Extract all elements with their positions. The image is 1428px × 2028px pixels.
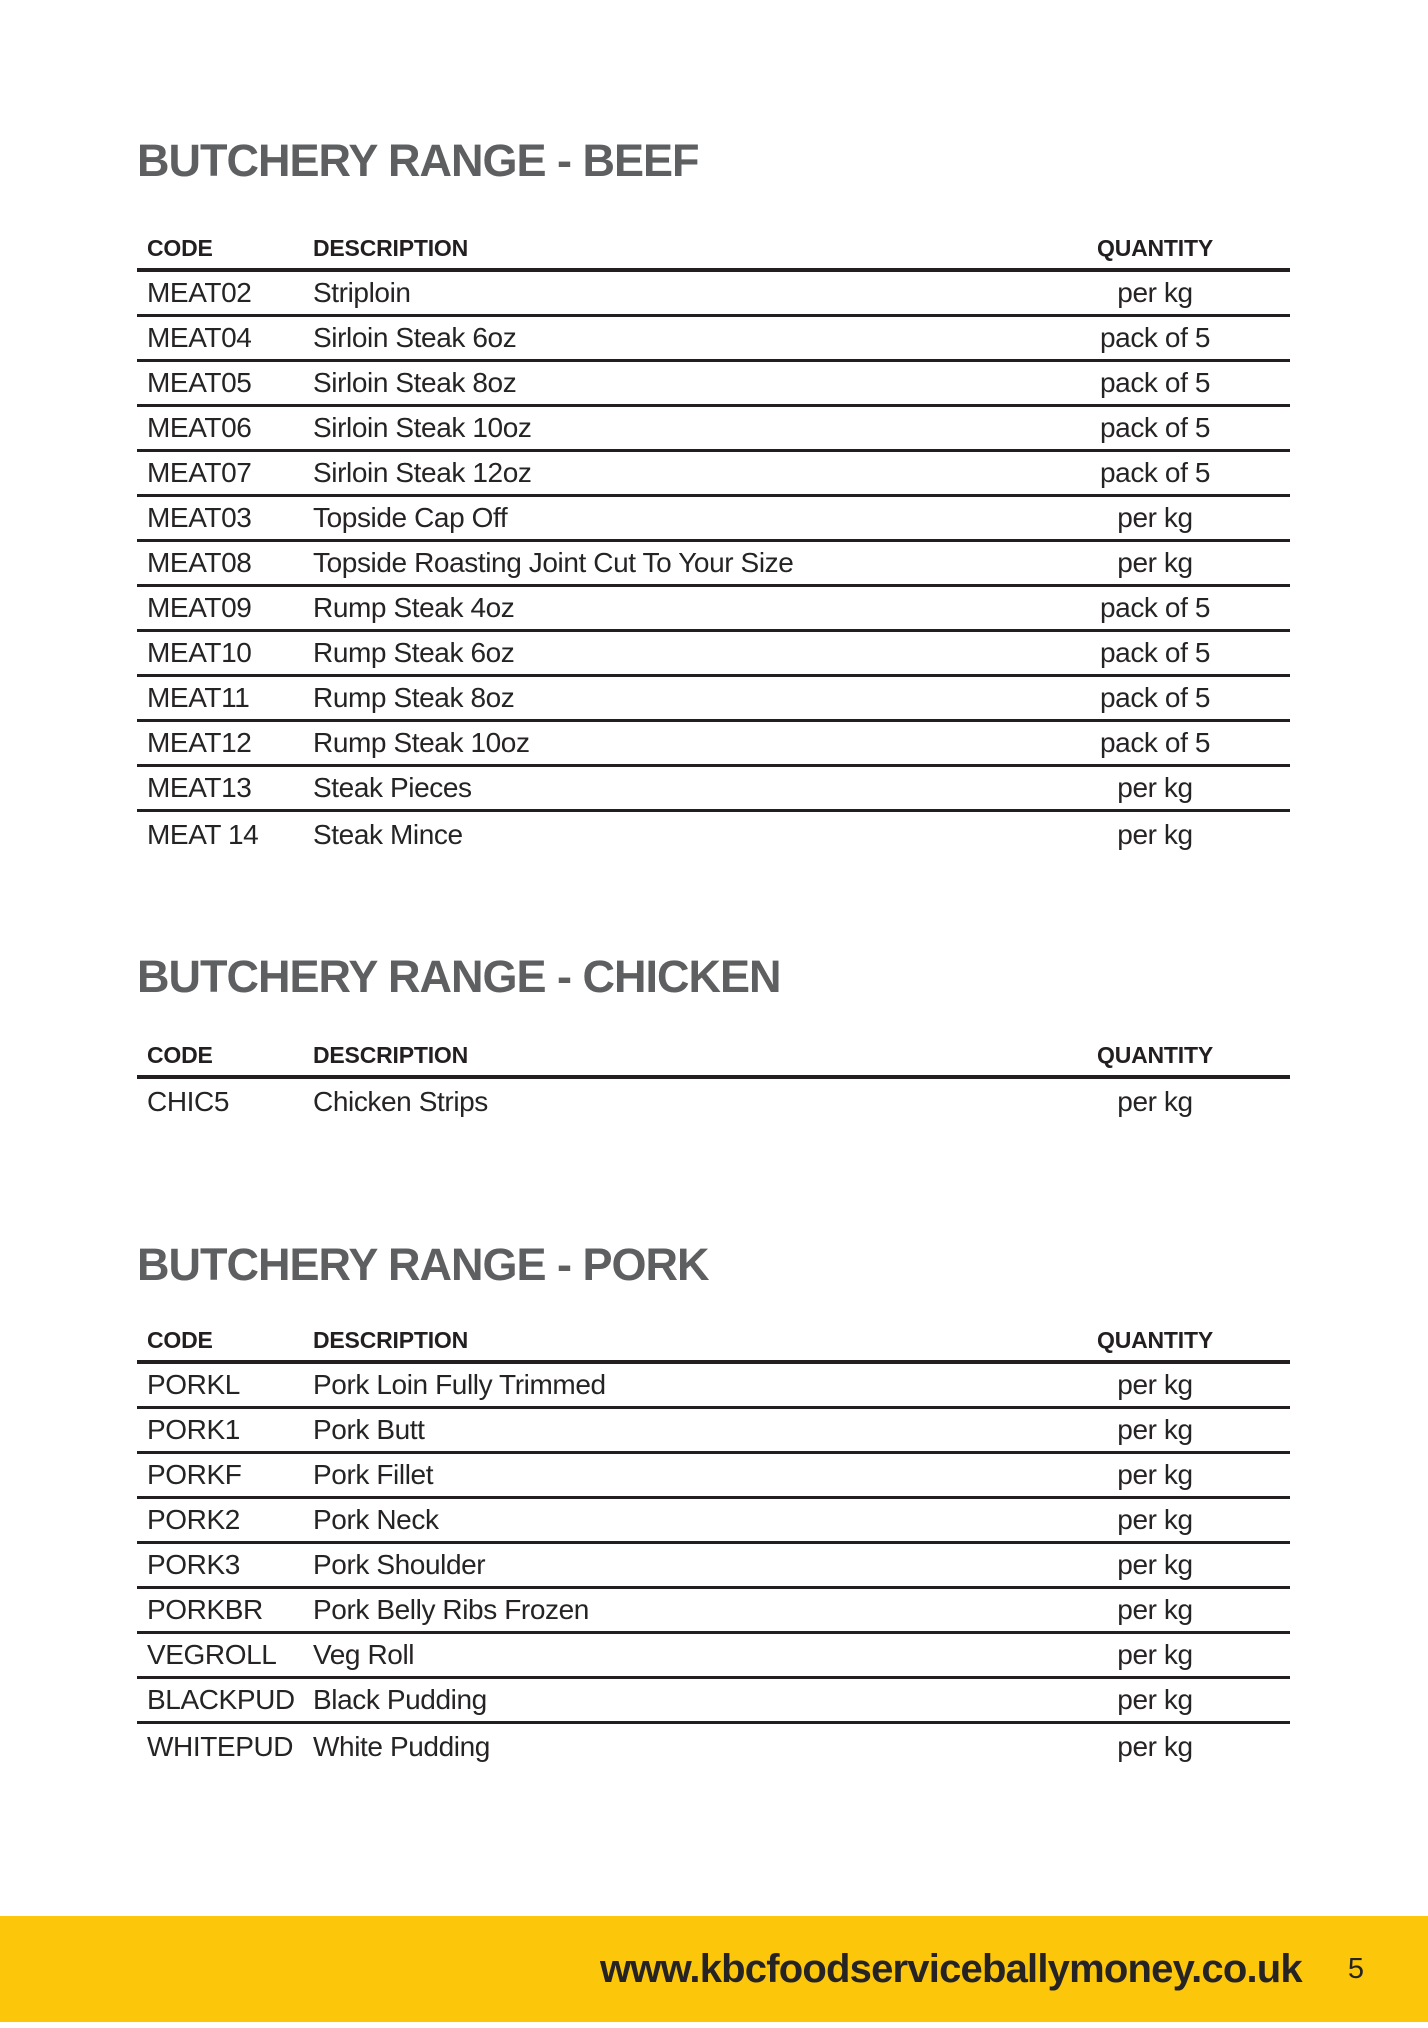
product-description: Rump Steak 6oz <box>313 637 515 668</box>
product-description: Rump Steak 8oz <box>313 682 515 713</box>
table-row <box>137 452 1290 497</box>
table-row <box>137 1679 1290 1724</box>
section-beef <box>137 135 1290 857</box>
product-quantity: per kg <box>1117 1594 1193 1625</box>
product-quantity: per kg <box>1117 1730 1193 1762</box>
product-quantity: per kg <box>1117 772 1193 803</box>
product-code: PORK3 <box>147 1549 240 1580</box>
product-quantity: per kg <box>1117 1459 1193 1490</box>
product-quantity: pack of 5 <box>1099 412 1211 443</box>
pork-table <box>137 1320 1290 1769</box>
product-code: MEAT07 <box>147 457 252 488</box>
table-row <box>137 317 1290 362</box>
footer-bar <box>0 1916 1428 2022</box>
chicken-table <box>137 1035 1290 1124</box>
product-code: MEAT11 <box>147 682 250 713</box>
table-row <box>137 632 1290 677</box>
product-code: MEAT03 <box>147 502 252 533</box>
column-header-code: CODE <box>147 1041 213 1068</box>
product-code: PORKBR <box>147 1594 263 1625</box>
product-quantity: per kg <box>1117 547 1193 578</box>
product-code: PORK2 <box>147 1504 240 1535</box>
table-row <box>137 362 1290 407</box>
product-description: Sirloin Steak 10oz <box>313 412 532 443</box>
product-quantity: per kg <box>1117 277 1193 308</box>
table-row <box>137 497 1290 542</box>
product-code: PORK1 <box>147 1414 240 1445</box>
table-row <box>137 722 1290 767</box>
product-code: MEAT12 <box>147 727 252 758</box>
product-quantity: pack of 5 <box>1099 637 1211 668</box>
table-row <box>137 812 1290 857</box>
column-header-quantity: QUANTITY <box>1097 234 1213 261</box>
table-row <box>137 1364 1290 1409</box>
table-row <box>137 1499 1290 1544</box>
product-quantity: pack of 5 <box>1099 457 1211 488</box>
product-quantity: per kg <box>1117 1369 1193 1400</box>
beef-table-header-row <box>137 228 1290 272</box>
product-description: Sirloin Steak 12oz <box>313 457 532 488</box>
beef-table <box>137 228 1290 857</box>
product-description: Pork Shoulder <box>313 1549 486 1580</box>
product-code: WHITEPUD <box>147 1730 294 1762</box>
chicken-table-body <box>137 1079 1290 1124</box>
product-code: MEAT13 <box>147 772 252 803</box>
product-code: MEAT 14 <box>147 818 259 850</box>
product-description: Sirloin Steak 6oz <box>313 322 517 353</box>
product-code: MEAT05 <box>147 367 252 398</box>
page-number: 5 <box>1347 1952 1364 1985</box>
product-description: Pork Neck <box>313 1504 439 1535</box>
product-description: Topside Cap Off <box>313 502 508 533</box>
product-description: Steak Mince <box>313 818 463 850</box>
beef-table-body <box>137 272 1290 857</box>
column-header-description: DESCRIPTION <box>313 1326 468 1353</box>
page-content <box>0 135 1428 1769</box>
column-header-code: CODE <box>147 1326 213 1353</box>
column-header-quantity: QUANTITY <box>1097 1326 1213 1353</box>
product-description: Black Pudding <box>313 1684 487 1715</box>
product-description: Veg Roll <box>313 1639 415 1670</box>
product-description: Chicken Strips <box>313 1085 488 1117</box>
product-description: Pork Butt <box>313 1414 425 1445</box>
product-description: Rump Steak 4oz <box>313 592 515 623</box>
table-row <box>137 677 1290 722</box>
product-code: MEAT04 <box>147 322 252 353</box>
website-link[interactable]: www.kbcfoodserviceballymoney.co.uk <box>599 1946 1302 1991</box>
product-description: Topside Roasting Joint Cut To Your Size <box>313 547 794 578</box>
table-row <box>137 272 1290 317</box>
product-description: Pork Loin Fully Trimmed <box>313 1369 606 1400</box>
product-description: Rump Steak 10oz <box>313 727 530 758</box>
table-row <box>137 587 1290 632</box>
pork-table-body <box>137 1364 1290 1769</box>
product-quantity: per kg <box>1117 818 1193 850</box>
product-quantity: per kg <box>1117 1639 1193 1670</box>
product-quantity: pack of 5 <box>1099 682 1211 713</box>
section-chicken <box>137 951 1290 1124</box>
product-code: PORKL <box>147 1369 240 1400</box>
product-quantity: per kg <box>1117 1085 1193 1117</box>
product-description: Pork Belly Ribs Frozen <box>313 1594 589 1625</box>
product-code: MEAT06 <box>147 412 252 443</box>
table-row <box>137 1634 1290 1679</box>
section-title-beef: BUTCHERY RANGE - BEEF <box>137 135 699 186</box>
column-header-description: DESCRIPTION <box>313 1041 468 1068</box>
product-quantity: per kg <box>1117 1549 1193 1580</box>
section-title-pork: BUTCHERY RANGE - PORK <box>137 1239 709 1290</box>
pork-table-header-row <box>137 1320 1290 1364</box>
product-quantity: pack of 5 <box>1099 592 1211 623</box>
product-code: BLACKPUD <box>147 1684 295 1715</box>
product-quantity: pack of 5 <box>1099 322 1211 353</box>
table-row <box>137 1079 1290 1124</box>
product-code: MEAT02 <box>147 277 252 308</box>
product-quantity: per kg <box>1117 1414 1193 1445</box>
table-row <box>137 542 1290 587</box>
column-header-quantity: QUANTITY <box>1097 1041 1213 1068</box>
product-code: VEGROLL <box>147 1639 277 1670</box>
table-row <box>137 1454 1290 1499</box>
table-row <box>137 1724 1290 1769</box>
product-quantity: per kg <box>1117 502 1193 533</box>
product-description: White Pudding <box>313 1730 490 1762</box>
section-title-chicken: BUTCHERY RANGE - CHICKEN <box>137 951 781 1002</box>
product-quantity: pack of 5 <box>1099 367 1211 398</box>
product-code: PORKF <box>147 1459 242 1490</box>
product-description: Steak Pieces <box>313 772 472 803</box>
table-row <box>137 767 1290 812</box>
product-description: Sirloin Steak 8oz <box>313 367 517 398</box>
product-quantity: pack of 5 <box>1099 727 1211 758</box>
product-description: Pork Fillet <box>313 1459 434 1490</box>
section-pork <box>137 1239 1290 1769</box>
table-row <box>137 1409 1290 1454</box>
product-code: MEAT09 <box>147 592 252 623</box>
table-row <box>137 407 1290 452</box>
product-description: Striploin <box>313 277 411 308</box>
product-quantity: per kg <box>1117 1504 1193 1535</box>
table-row <box>137 1544 1290 1589</box>
product-code: MEAT08 <box>147 547 252 578</box>
chicken-table-header-row <box>137 1035 1290 1079</box>
column-header-description: DESCRIPTION <box>313 234 468 261</box>
column-header-code: CODE <box>147 234 213 261</box>
table-row <box>137 1589 1290 1634</box>
product-quantity: per kg <box>1117 1684 1193 1715</box>
product-code: CHIC5 <box>147 1085 230 1117</box>
product-code: MEAT10 <box>147 637 252 668</box>
